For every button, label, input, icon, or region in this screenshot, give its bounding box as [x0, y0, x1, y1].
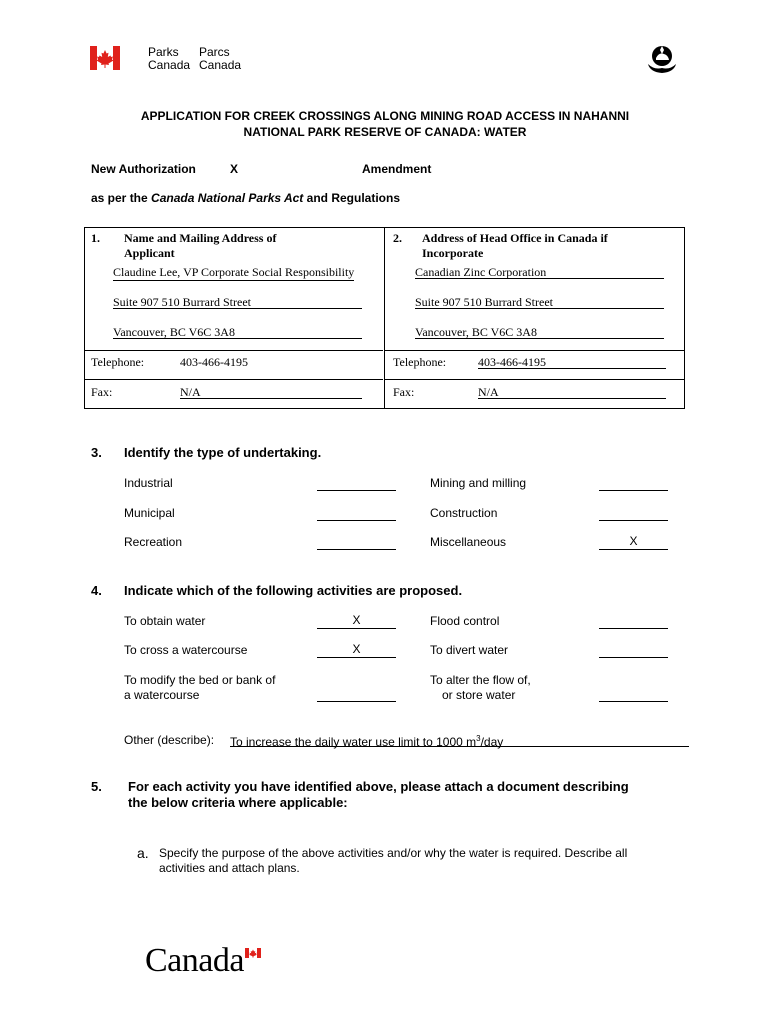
head-office-fax-underline [478, 398, 666, 399]
left-heading-line1: Name and Mailing Address of [124, 231, 277, 245]
option-industrial-label: Industrial [124, 476, 173, 490]
activity-divert-water-blank[interactable] [599, 642, 668, 658]
item-a-line1: Specify the purpose of the above activities and/or why the water is required. Describe all [159, 846, 628, 860]
applicant-telephone-field[interactable]: 403-466-4195 [180, 355, 248, 369]
item-a-line2: activities and attach plans. [159, 861, 300, 875]
head-office-fax-field[interactable]: N/A [478, 385, 499, 399]
option-miscellaneous-label: Miscellaneous [430, 535, 507, 549]
left-section-number: 1. [91, 231, 100, 245]
new-authorization-mark[interactable]: X [230, 162, 239, 176]
activity-alter-flow-line2: or store water [442, 688, 516, 702]
head-office-name-underline [415, 278, 664, 279]
section4-heading: Indicate which of the following activities are proposed. [124, 583, 463, 598]
right-section-number: 2. [393, 231, 402, 245]
item-a-letter: a. [137, 845, 149, 861]
option-construction-label: Construction [430, 506, 498, 520]
activity-cross-watercourse-label: To cross a watercourse [124, 643, 248, 657]
parks-en-line1: Parks [148, 45, 179, 59]
applicant-street-field[interactable]: Suite 907 510 Burrard Street [113, 295, 251, 309]
applicant-city-field[interactable]: Vancouver, BC V6C 3A8 [113, 325, 235, 339]
item-a-text [159, 846, 627, 876]
parks-canada-beaver-logo-icon [644, 42, 680, 76]
activity-modify-bed-blank[interactable] [317, 686, 396, 702]
activity-obtain-water-label: To obtain water [124, 614, 206, 628]
activity-flood-control-blank[interactable] [599, 613, 668, 629]
head-office-city-field[interactable]: Vancouver, BC V6C 3A8 [415, 325, 537, 339]
option-miscellaneous-blank[interactable]: X [599, 534, 668, 550]
form-title [0, 108, 770, 140]
other-describe-field[interactable] [230, 731, 689, 747]
head-office-telephone-label: Telephone: [393, 355, 447, 369]
activity-modify-bed-label [124, 673, 275, 703]
activity-modify-bed-line2: a watercourse [124, 688, 200, 702]
canada-wordmark-flag-icon [245, 945, 261, 955]
section5-heading-line2: the below criteria where applicable: [128, 795, 348, 810]
act-line [91, 191, 400, 205]
act-name: Canada National Parks Act [151, 191, 304, 205]
section5-heading [128, 779, 629, 811]
right-row-divider-1 [385, 350, 684, 351]
applicant-fax-underline [180, 398, 362, 399]
parks-canada-french [199, 46, 241, 72]
section3-number: 3. [91, 445, 102, 460]
applicant-street-underline [113, 308, 362, 309]
applicant-city-underline [113, 338, 362, 339]
activity-divert-water-label: To divert water [430, 643, 509, 657]
head-office-street-underline [415, 308, 664, 309]
section4-number: 4. [91, 583, 102, 598]
activity-alter-flow-line1: To alter the flow of, [430, 673, 531, 687]
right-heading-line2: Incorporate [422, 246, 484, 260]
head-office-telephone-underline [478, 368, 666, 369]
activity-flood-control-label: Flood control [430, 614, 500, 628]
applicant-telephone-label: Telephone: [91, 355, 145, 369]
parks-canada-english [148, 46, 190, 72]
left-row-divider-2 [85, 379, 383, 380]
activity-alter-flow-label [430, 673, 531, 703]
head-office-fax-label: Fax: [393, 385, 415, 399]
option-construction-blank[interactable] [599, 505, 668, 521]
option-recreation-blank[interactable] [317, 534, 396, 550]
activity-cross-watercourse-blank[interactable]: X [317, 642, 396, 658]
act-prefix: as per the [91, 191, 152, 205]
form-title-line1: APPLICATION FOR CREEK CROSSINGS ALONG MINING ROAD ACCESS IN NAHANNI [140, 109, 630, 123]
activity-alter-flow-blank[interactable] [599, 686, 668, 702]
applicant-name-field[interactable]: Claudine Lee, VP Corporate Social Responsibility [113, 265, 355, 279]
amendment-label: Amendment [362, 162, 432, 176]
form-title-line2: NATIONAL PARK RESERVE OF CANADA: WATER [243, 125, 527, 139]
parks-en-line2: Canada [148, 58, 191, 72]
other-value-sup: 3 [476, 734, 481, 743]
option-industrial-blank[interactable] [317, 475, 396, 491]
applicant-fax-field[interactable]: N/A [180, 385, 201, 399]
head-office-street-field[interactable]: Suite 907 510 Burrard Street [415, 295, 553, 309]
right-row-divider-2 [385, 379, 684, 380]
activity-obtain-water-blank[interactable]: X [317, 613, 396, 629]
activity-modify-bed-line1: To modify the bed or bank of [124, 673, 276, 687]
section5-heading-line1: For each activity you have identified above, please attach a document describing [128, 779, 629, 794]
other-value-prefix: To increase the daily water use limit to 1000 m [230, 735, 477, 749]
section5-number: 5. [91, 779, 102, 794]
head-office-city-underline [415, 338, 664, 339]
option-mining-milling-blank[interactable] [599, 475, 668, 491]
option-recreation-label: Recreation [124, 535, 183, 549]
head-office-name-field[interactable]: Canadian Zinc Corporation [415, 265, 547, 279]
option-municipal-blank[interactable] [317, 505, 396, 521]
parks-fr-line1: Parcs [199, 45, 230, 59]
act-suffix: and Regulations [303, 191, 400, 205]
parks-fr-line2: Canada [199, 58, 242, 72]
address-box-divider [384, 228, 385, 408]
canada-wordmark: Canada [145, 942, 244, 979]
new-authorization-label: New Authorization [91, 162, 196, 176]
head-office-telephone-field[interactable]: 403-466-4195 [478, 355, 546, 369]
left-row-divider-1 [85, 350, 383, 351]
right-heading-line1: Address of Head Office in Canada if [422, 231, 608, 245]
canada-flag-icon [90, 46, 120, 70]
option-municipal-label: Municipal [124, 506, 175, 520]
applicant-fax-label: Fax: [91, 385, 113, 399]
left-heading-line2: Applicant [124, 246, 175, 260]
other-value-suffix: /day [480, 735, 504, 749]
option-mining-milling-label: Mining and milling [430, 476, 527, 490]
other-describe-label: Other (describe): [124, 733, 215, 747]
section3-heading: Identify the type of undertaking. [124, 445, 322, 460]
